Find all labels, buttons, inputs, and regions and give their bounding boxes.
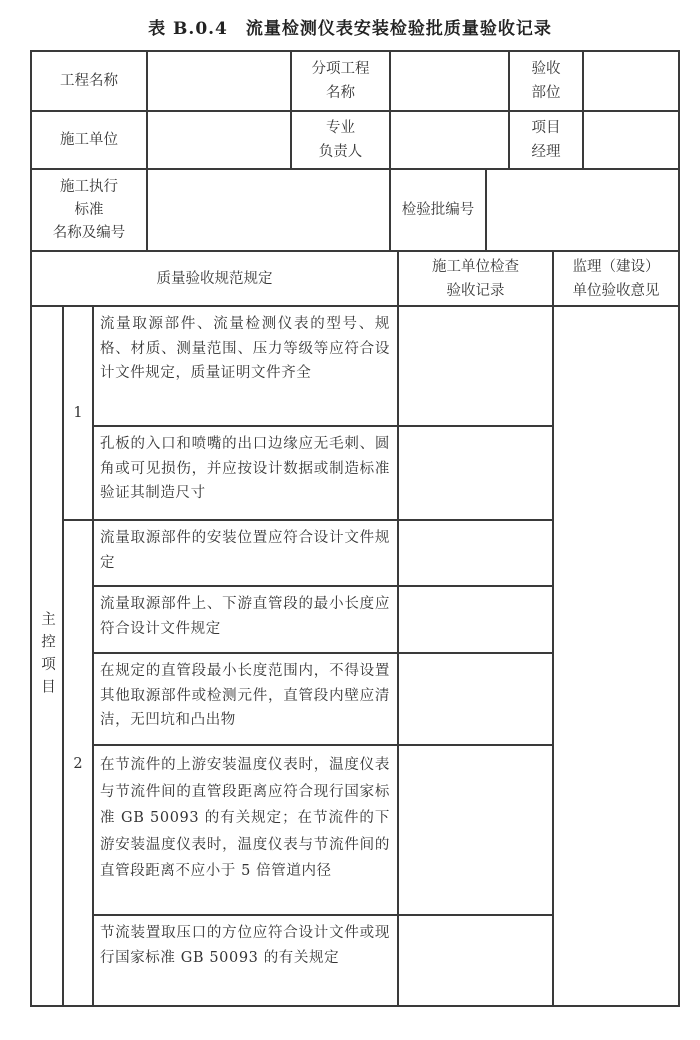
standard-label [32,170,146,250]
group-index-2: 2 [73,756,83,772]
item-2-3-text: 在规定的直管段最小长度范围内，不得设置其他取源部件或检测元件，直管段内壁应清洁，无凹坑和凸出物 [100,663,390,728]
supervisor-opinion-cell[interactable] [554,307,678,1005]
column-header-contractor-line2: 验收记录 [446,282,505,299]
batch-number-label: 检验批编号 [401,202,475,218]
acceptance-part-label [510,52,582,110]
table-title-text: 流量检测仪表安装检验批质量验收记录 [245,19,552,39]
border-bottom [30,1005,680,1007]
acceptance-part-label-line2: 部位 [531,85,561,101]
table-number: 表 B.0.4 [148,19,228,39]
border-right [678,50,680,1007]
item-1-2-text: 孔板的入口和喷嘴的出口边缘应无毛刺、圆角或可见损伤，并应按设计数据或制造标准验证其制造尺寸 [100,436,390,501]
group-index-1: 1 [73,405,83,421]
column-header-supervisor-line1: 监理（建设） [572,258,660,275]
sub-project-field[interactable] [391,52,508,110]
column-header-supervisor-line2: 单位验收意见 [572,282,660,299]
specialty-lead-label-line1: 专业 [326,120,355,136]
record-cell-2-1[interactable] [399,521,552,585]
acceptance-part-label-line1: 验收 [531,61,561,77]
standard-label-line2: 标准 [74,201,104,218]
project-name-label: 工程名称 [60,73,118,89]
record-cell-2-4[interactable] [399,746,552,914]
project-manager-label [510,112,582,168]
record-cell-2-2[interactable] [399,587,552,652]
standard-label-line1: 施工执行 [60,178,118,195]
item-2-4-text: 在节流件的上游安装温度仪表时，温度仪表与节流件间的直管段距离应符合现行国家标准 GB 50093 的有关规定；在节流件的下游安装温度仪表时，温度仪表与节流件间的直管段距离不应小于 5 倍管道内径 [100,757,390,879]
table-title [0,14,700,39]
section-label-main-control: 主控项目 [39,611,55,701]
item-2-2-text: 流量取源部件上、下游直管段的最小长度应符合设计文件规定 [100,596,390,637]
specialty-lead-field[interactable] [391,112,508,168]
project-name-field[interactable] [148,52,290,110]
record-cell-1-2[interactable] [399,427,552,519]
sub-project-label-line2: 名称 [326,85,355,101]
acceptance-part-field[interactable] [584,52,678,110]
specialty-lead-label [292,112,389,168]
project-manager-field[interactable] [584,112,678,168]
specialty-lead-label-line2: 负责人 [318,144,363,160]
item-2-5-text: 节流装置取压口的方位应符合设计文件或现行国家标准 GB 50093 的有关规定 [100,925,390,966]
item-2-1-text: 流量取源部件的安装位置应符合设计文件规定 [100,530,390,571]
record-cell-2-5[interactable] [399,916,552,1005]
project-manager-label-line1: 项目 [531,120,561,136]
item-1-1-text: 流量取源部件、流量检测仪表的型号、规格、材质、测量范围、压力等级等应符合设计文件规定，质量证明文件齐全 [100,316,390,381]
sub-project-label-line1: 分项工程 [311,61,370,77]
record-cell-2-3[interactable] [399,654,552,744]
record-cell-1-1[interactable] [399,307,552,425]
standard-label-line3: 名称及编号 [52,224,126,241]
divider [92,305,94,1007]
column-header-contractor-line1: 施工单位检查 [432,258,519,275]
standard-field[interactable] [148,170,389,250]
batch-number-field[interactable] [487,170,678,250]
sub-project-label [292,52,389,110]
construction-unit-label: 施工单位 [60,132,118,148]
column-header-spec: 质量验收规范规定 [156,270,273,287]
project-manager-label-line2: 经理 [531,144,561,160]
construction-unit-field[interactable] [148,112,290,168]
column-header-contractor-check [399,252,552,305]
column-header-supervisor [554,252,678,305]
